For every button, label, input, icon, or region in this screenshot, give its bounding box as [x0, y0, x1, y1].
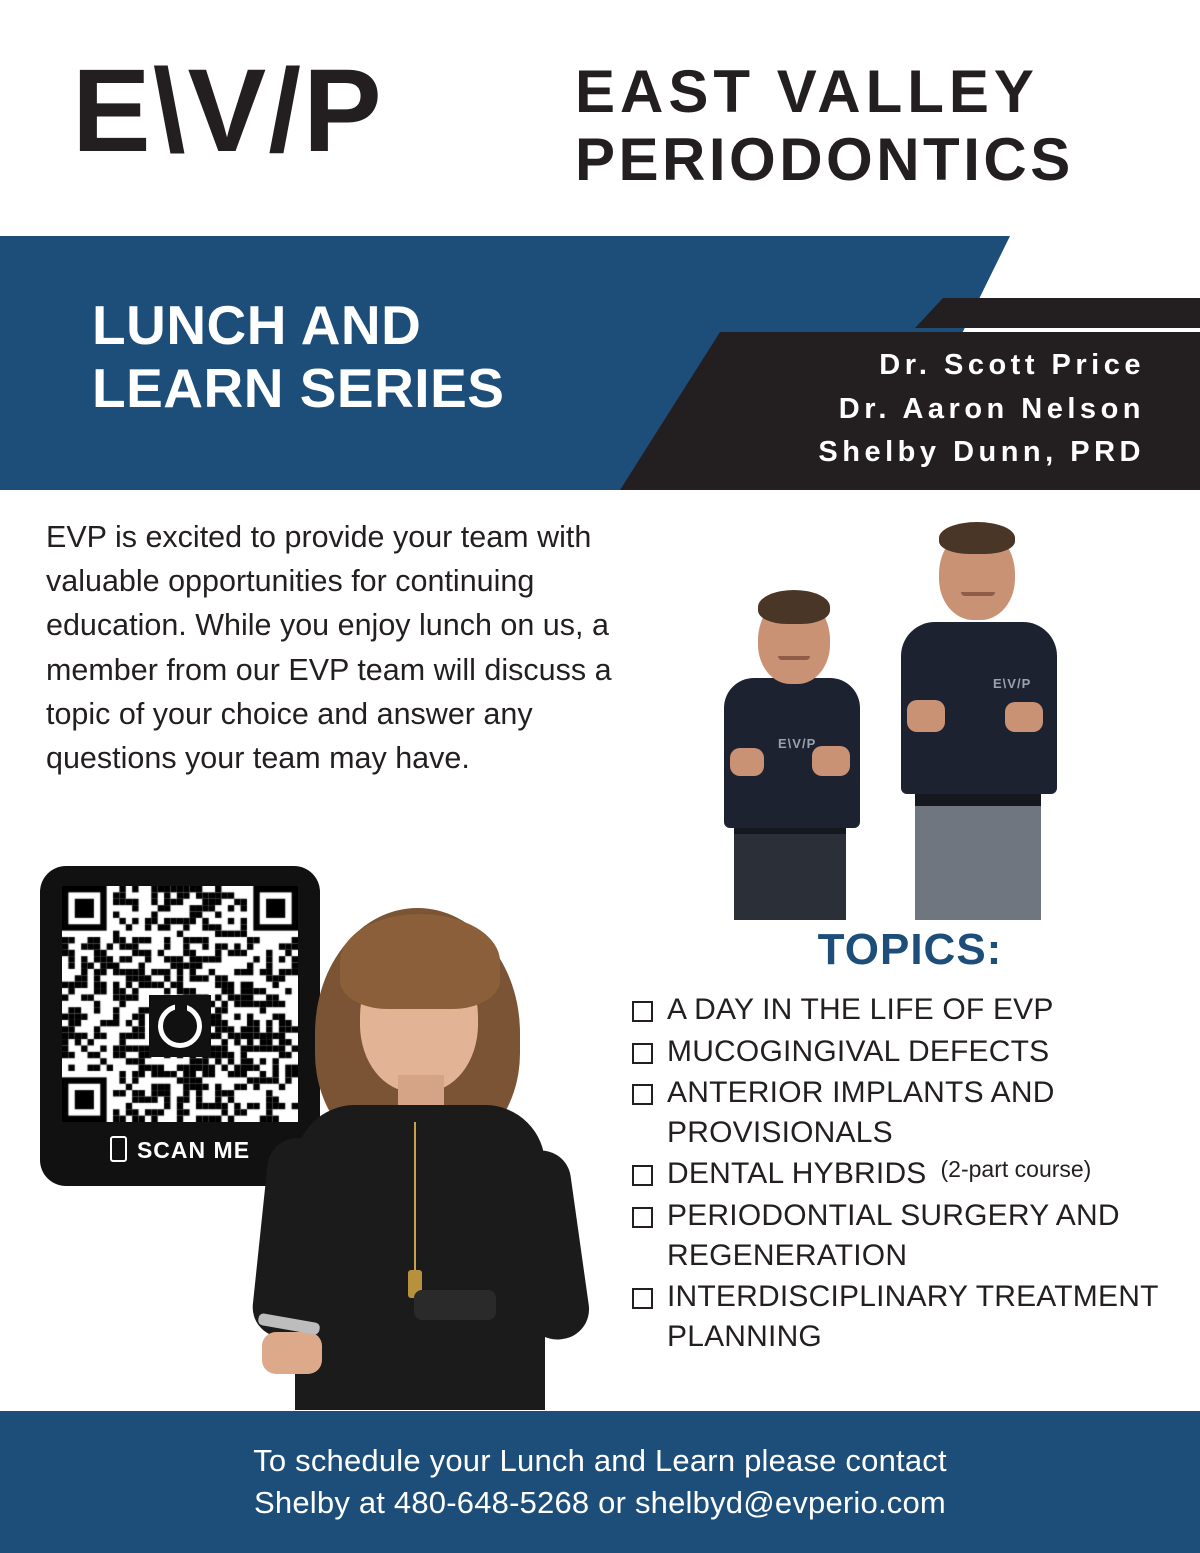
topic-checkbox[interactable] — [632, 1288, 653, 1309]
title-banner — [0, 236, 1200, 490]
evp-monogram-logo — [72, 45, 384, 177]
presenter-name: Dr. Scott Price — [879, 349, 1145, 381]
topic-label: MUCOGINGIVAL DEFECTS — [667, 1034, 1050, 1068]
header-logo-bar — [0, 0, 1200, 235]
shelby-hand — [262, 1332, 322, 1374]
presenter-list — [600, 344, 1145, 475]
qr-ring-icon — [158, 1004, 202, 1048]
brand-wordmark — [575, 58, 1074, 193]
topic-checkbox[interactable] — [632, 1165, 653, 1186]
topic-label: ANTERIOR IMPLANTS AND PROVISIONALS — [667, 1076, 1055, 1149]
topic-checkbox[interactable] — [632, 1043, 653, 1064]
shelby-photo — [200, 900, 620, 1410]
doctor-left-shirt-logo: E\V/P — [778, 736, 817, 751]
banner-title-line1: LUNCH AND — [92, 294, 422, 356]
doctor-left-legs — [734, 828, 846, 920]
topic-note: (2-part course) — [940, 1156, 1092, 1183]
doctor-right-hair — [939, 522, 1015, 554]
doctor-left-hair — [758, 590, 830, 624]
footer-line1: To schedule your Lunch and Learn please contact — [253, 1443, 947, 1479]
doctor-left-smile — [778, 656, 810, 660]
shelby-necklace — [414, 1122, 416, 1272]
topic-checkbox[interactable] — [632, 1084, 653, 1105]
intro-paragraph: EVP is excited to provide your team with valuable opportunities for continuing education. While you enjoy lunch on us, a member from our EVP team will discuss a topic of your choice and answer any questions your team may have. — [46, 520, 612, 776]
topic-item[interactable] — [632, 1032, 1192, 1072]
doctor-right-hand — [907, 700, 945, 732]
topic-item[interactable] — [632, 990, 1192, 1030]
topic-item[interactable] — [632, 1277, 1192, 1356]
brand-wordmark-line1: EAST VALLEY — [575, 58, 1039, 125]
banner-black-stripe — [915, 298, 1200, 328]
topic-checkbox[interactable] — [632, 1001, 653, 1022]
banner-title-line2: LEARN SERIES — [92, 356, 505, 419]
doctors-photo — [660, 500, 1130, 920]
doctor-left-hand — [812, 746, 850, 776]
doctor-right-shirt-logo: E\V/P — [993, 676, 1032, 691]
topic-checkbox[interactable] — [632, 1207, 653, 1228]
phone-icon — [110, 1136, 127, 1162]
footer-contact-bar — [0, 1411, 1200, 1553]
topic-label: DENTAL HYBRIDS — [667, 1157, 927, 1191]
doctor-right-hand — [1005, 702, 1043, 732]
doctor-right-belt — [915, 792, 1041, 806]
brand-wordmark-line2: PERIODONTICS — [575, 126, 1074, 193]
banner-title — [92, 294, 504, 419]
evp-monogram-text: E\V/P — [72, 45, 384, 177]
topic-item[interactable] — [632, 1154, 1192, 1194]
topic-item[interactable] — [632, 1196, 1192, 1275]
doctor-right-figure — [875, 500, 1095, 920]
doctor-right-smile — [961, 592, 995, 596]
qr-scan-text: SCAN ME — [136, 1137, 251, 1163]
doctor-left-hand — [730, 748, 764, 776]
topics-list — [632, 990, 1192, 1358]
presenter-name: Shelby Dunn, PRD — [818, 436, 1145, 468]
topic-label: A DAY IN THE LIFE OF EVP — [667, 993, 1054, 1026]
presenter-name: Dr. Aaron Nelson — [838, 392, 1145, 425]
shelby-blouse — [295, 1105, 545, 1410]
footer-line2[interactable]: Shelby at 480-648-5268 or shelbyd@evperio.com — [254, 1485, 946, 1520]
shelby-sleeve-cuff — [414, 1290, 496, 1320]
topics-heading: TOPICS: — [817, 925, 1003, 974]
topic-label: PERIODONTIAL SURGERY AND REGENERATION — [667, 1198, 1120, 1272]
footer-text — [253, 1440, 947, 1524]
doctor-left-figure — [700, 560, 890, 920]
topic-label: INTERDISCIPLINARY TREATMENT PLANNING — [667, 1280, 1159, 1353]
doctor-right-legs — [915, 800, 1041, 920]
topic-item[interactable] — [632, 1073, 1192, 1152]
shelby-hair-front — [340, 914, 500, 1009]
